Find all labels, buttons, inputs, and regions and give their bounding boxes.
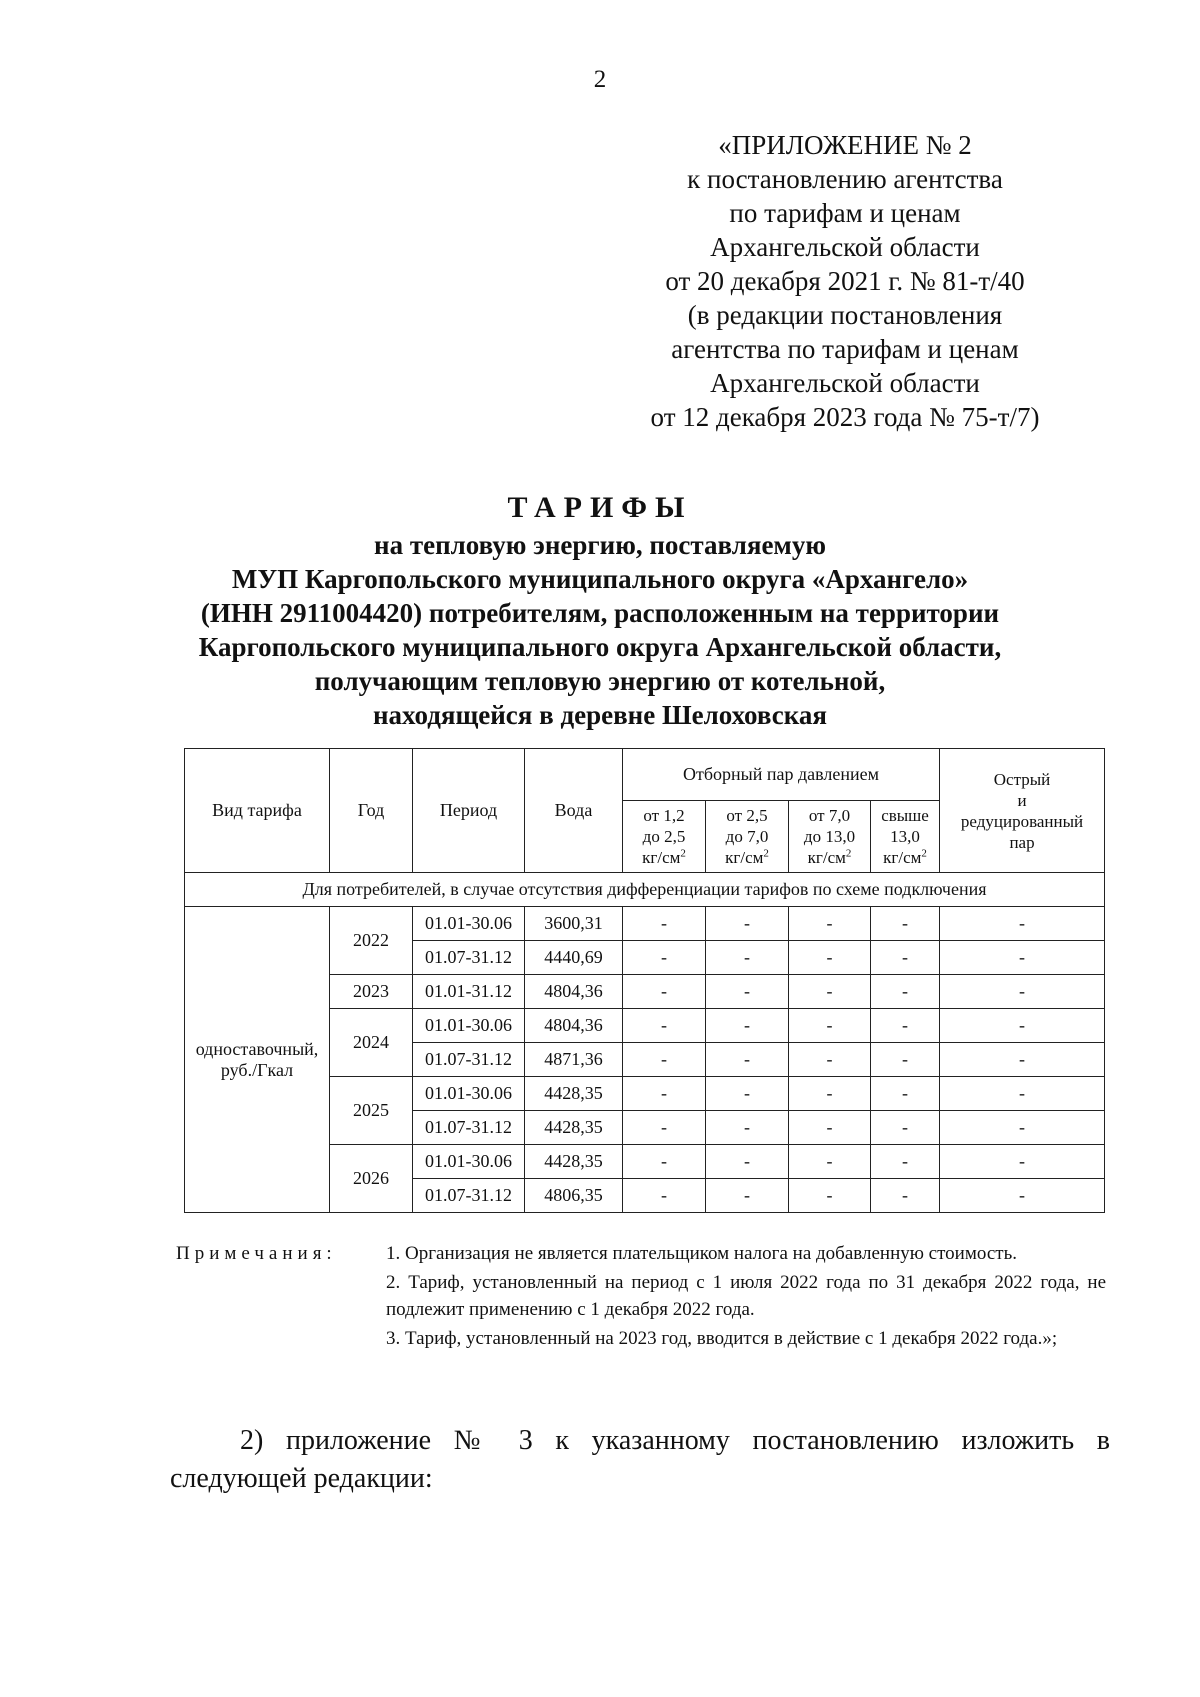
value-cell: - [623,1111,706,1145]
tariff-type-cell [185,907,330,1213]
value-cell: - [871,907,940,941]
water-cell: 4871,36 [525,1043,623,1077]
value-cell: - [789,1009,871,1043]
value-cell: - [789,1145,871,1179]
title-line: на тепловую энергию, поставляемую [374,530,826,560]
water-cell: 4428,35 [525,1111,623,1145]
appendix-line: к постановлению агентства [687,164,1003,194]
title-line: Каргопольского муниципального округа Архангельской области, [198,632,1002,662]
header-sharp-line: редуцированный [960,811,1084,831]
value-cell: - [789,941,871,975]
period-cell: 01.01-30.06 [413,1145,525,1179]
value-cell: - [871,1043,940,1077]
header-sharp-line: Острый [993,769,1051,789]
period-cell: 01.01-30.06 [413,1009,525,1043]
value-cell: - [706,975,789,1009]
appendix-line: от 12 декабря 2023 года № 75-т/7) [650,402,1040,432]
value-cell: - [623,907,706,941]
header-steam-line: свыше [881,806,929,825]
appendix-line: Архангельской области [710,232,980,262]
value-cell: - [871,1145,940,1179]
value-cell: - [940,1179,1105,1213]
header-steam-unit [623,847,705,868]
period-cell: 01.01-30.06 [413,1077,525,1111]
header-sharp-line: и [1017,790,1027,810]
appendix-header [620,128,1070,434]
note-item: 1. Организация не является плательщиком налога на добавленную стоимость. [386,1243,1017,1264]
water-cell: 4804,36 [525,975,623,1009]
table-row [185,907,1105,941]
tariff-type-line: руб./Гкал [220,1059,294,1080]
header-steam-line: от 2,5 [726,806,768,825]
period-cell: 01.01-31.12 [413,975,525,1009]
title-main: ТАРИФЫ [507,491,693,524]
value-cell: - [706,1111,789,1145]
header-steam-col-4 [871,801,940,873]
value-cell: - [623,1145,706,1179]
year-cell: 2026 [330,1145,413,1213]
value-cell: - [940,975,1105,1009]
header-steam-col-1 [623,801,706,873]
value-cell: - [623,1077,706,1111]
appendix-line: (в редакции постановления [687,300,1003,330]
unit-text: кг/см [883,848,922,867]
header-steam-group: Отборный пар давлением [623,749,940,801]
title-line: получающим тепловую энергию от котельной, [314,666,886,696]
document-title [150,488,1050,732]
header-steam-unit [789,847,870,868]
water-cell: 4806,35 [525,1179,623,1213]
value-cell: - [871,941,940,975]
value-cell: - [940,1145,1105,1179]
header-water: Вода [525,749,623,873]
value-cell: - [789,1111,871,1145]
value-cell: - [940,941,1105,975]
unit-text: кг/см [725,848,764,867]
year-cell: 2024 [330,1009,413,1077]
period-cell: 01.07-31.12 [413,941,525,975]
water-cell: 4804,36 [525,1009,623,1043]
period-cell: 01.07-31.12 [413,1043,525,1077]
value-cell: - [623,1179,706,1213]
value-cell: - [789,1179,871,1213]
header-steam-line: от 7,0 [808,806,851,825]
header-steam-unit [871,847,939,868]
title-line: (ИНН 2911004420) потребителям, расположенным на территории [200,598,1000,628]
page-number: 2 [593,66,607,93]
appendix-line: от 20 декабря 2021 г. № 81-т/40 [665,266,1025,296]
value-cell: - [789,1077,871,1111]
notes-list [386,1240,1106,1354]
value-cell: - [871,1009,940,1043]
header-steam-line: 13,0 [890,827,920,846]
value-cell: - [623,975,706,1009]
water-cell: 4428,35 [525,1145,623,1179]
value-cell: - [871,1077,940,1111]
header-period: Период [413,749,525,873]
appendix-line: по тарифам и ценам [729,198,961,228]
header-steam-line: до 2,5 [642,827,686,846]
title-line: МУП Каргопольского муниципального округа «Архангело» [231,564,969,594]
value-cell: - [706,907,789,941]
header-sharp-steam [940,749,1105,873]
period-cell: 01.07-31.12 [413,1179,525,1213]
value-cell: - [706,1077,789,1111]
period-cell: 01.01-30.06 [413,907,525,941]
title-line: находящейся в деревне Шелоховская [372,700,828,730]
unit-sup: 2 [763,847,769,860]
year-cell: 2022 [330,907,413,975]
note-item: 2. Тариф, установленный на период с 1 июля 2022 года по 31 декабря 2022 года, не подлежит применению с 1 декабря 2022 года. [386,1272,1106,1320]
period-cell: 01.07-31.12 [413,1111,525,1145]
value-cell: - [940,1009,1105,1043]
body-paragraph: 2) приложение № 3 к указанному постановлению изложить в следующей редакции: [170,1425,1110,1494]
notes-label: Примечания: [176,1243,337,1264]
tariff-type-line: одноставочный, [195,1038,319,1059]
value-cell: - [623,1009,706,1043]
value-cell: - [940,1043,1105,1077]
value-cell: - [706,1043,789,1077]
header-tariff-type: Вид тарифа [185,749,330,873]
value-cell: - [706,941,789,975]
water-cell: 3600,31 [525,907,623,941]
header-steam-line: до 7,0 [725,827,769,846]
unit-text: кг/см [807,848,846,867]
header-steam-line: от 1,2 [643,806,685,825]
header-steam-unit [706,847,788,868]
appendix-line: агентства по тарифам и ценам [671,334,1019,364]
value-cell: - [871,1179,940,1213]
appendix-line: Архангельской области [710,368,980,398]
header-steam-col-3 [789,801,871,873]
unit-sup: 2 [680,847,686,860]
unit-text: кг/см [642,848,681,867]
value-cell: - [871,975,940,1009]
value-cell: - [789,907,871,941]
header-steam-line: до 13,0 [803,827,856,846]
value-cell: - [789,1043,871,1077]
water-cell: 4428,35 [525,1077,623,1111]
header-sharp-line: пар [1009,832,1035,852]
unit-sup: 2 [845,847,852,860]
unit-sup: 2 [921,847,927,860]
tariff-table [184,748,1105,1213]
year-cell: 2023 [330,975,413,1009]
header-year: Год [330,749,413,873]
note-item: 3. Тариф, установленный на 2023 год, вводится в действие с 1 декабря 2022 года.»; [386,1328,1058,1349]
value-cell: - [706,1179,789,1213]
section-label: Для потребителей, в случае отсутствия дифференциации тарифов по схеме подключения [185,873,1105,907]
header-steam-col-2 [706,801,789,873]
value-cell: - [871,1111,940,1145]
value-cell: - [940,1111,1105,1145]
value-cell: - [706,1145,789,1179]
value-cell: - [940,1077,1105,1111]
year-cell: 2025 [330,1077,413,1145]
value-cell: - [623,1043,706,1077]
value-cell: - [940,907,1105,941]
value-cell: - [789,975,871,1009]
appendix-line: «ПРИЛОЖЕНИЕ № 2 [718,130,972,160]
value-cell: - [623,941,706,975]
value-cell: - [706,1009,789,1043]
water-cell: 4440,69 [525,941,623,975]
